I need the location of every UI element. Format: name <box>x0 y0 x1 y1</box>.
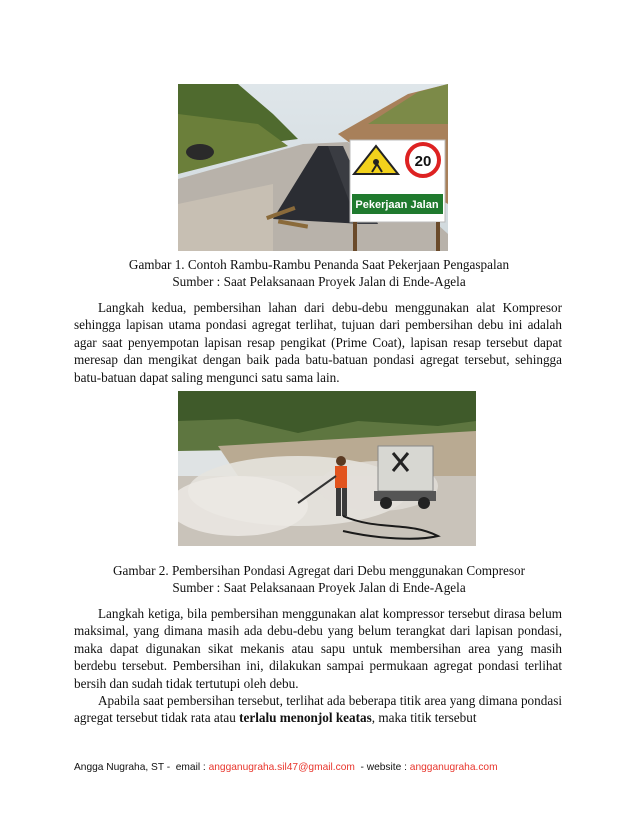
page-footer <box>74 762 594 773</box>
paragraph-3-text: Apabila saat pembersihan tersebut, terlihat ada beberapa titik area yang dimana pondasi agregat tersebut tidak rata atau <box>74 693 562 726</box>
figure-1-photo <box>178 84 448 251</box>
paragraph-1-text: Langkah kedua, pembersihan lahan dari debu-debu menggunakan alat Kompresor sehingga lapisan utama pondasi agregat terlihat, tujuan dari pembersihan debu ini adalah agar saat penyempotan lapisan resap pengikat (Prime Coat), lapisan resap tersebut dapat meresap dan mengikat dengan baik pada batu-batuan pondasi agregat tersebut, sehingga batu-batuan dapat saling mengunci satu sama lain. <box>74 300 562 385</box>
figure-2-caption-source: Sumber : Saat Pelaksanaan Proyek Jalan di Ende-Agela <box>172 580 466 595</box>
paragraph-3-bold-text: terlalu menonjol keatas <box>239 710 372 726</box>
footer-email-link[interactable]: angganugraha.sil47@gmail.com <box>208 762 355 773</box>
sign-label: Pekerjaan Jalan <box>355 199 439 211</box>
paragraph-3 <box>74 692 562 727</box>
paragraph-3-tail-text: , maka titik tersebut <box>371 710 477 726</box>
speed-limit-text: 20 <box>414 153 432 170</box>
compressor-cleaning-photo <box>178 391 476 546</box>
figure-1-caption-title: Gambar 1. Contoh Rambu-Rambu Penanda Saat Pekerjaan Pengaspalan <box>128 257 510 272</box>
figure-1-caption-source: Sumber : Saat Pelaksanaan Proyek Jalan di Ende-Agela <box>172 274 466 289</box>
paragraph-2-text: Langkah ketiga, bila pembersihan menggunakan alat kompressor tersebut dirasa belum maksimal, yang dimana masih ada debu-debu yang belum terangkat dari lapisan pondasi, maka dapat digunakan sikat mekanis atau sapu untuk membersihan area yang masih berdebu tersebut. Pembersihan ini, dilakukan sampai permukaan agregat pondasi terlihat bersih dan sudah tidak tertutupi oleh debu. <box>74 606 562 691</box>
figure-2-caption-title: Gambar 2. Pembersihan Pondasi Agregat dari Debu menggunakan Compresor <box>112 563 525 578</box>
footer-website-link[interactable]: angganugraha.com <box>409 762 498 773</box>
paragraph-2 <box>74 605 562 692</box>
road-work-sign-photo <box>178 84 448 251</box>
footer-author: Angga Nugraha, ST - email : <box>74 762 209 773</box>
figure-2-photo <box>178 391 476 546</box>
footer-website-label: - website : <box>354 762 410 773</box>
paragraph-1 <box>74 299 562 386</box>
